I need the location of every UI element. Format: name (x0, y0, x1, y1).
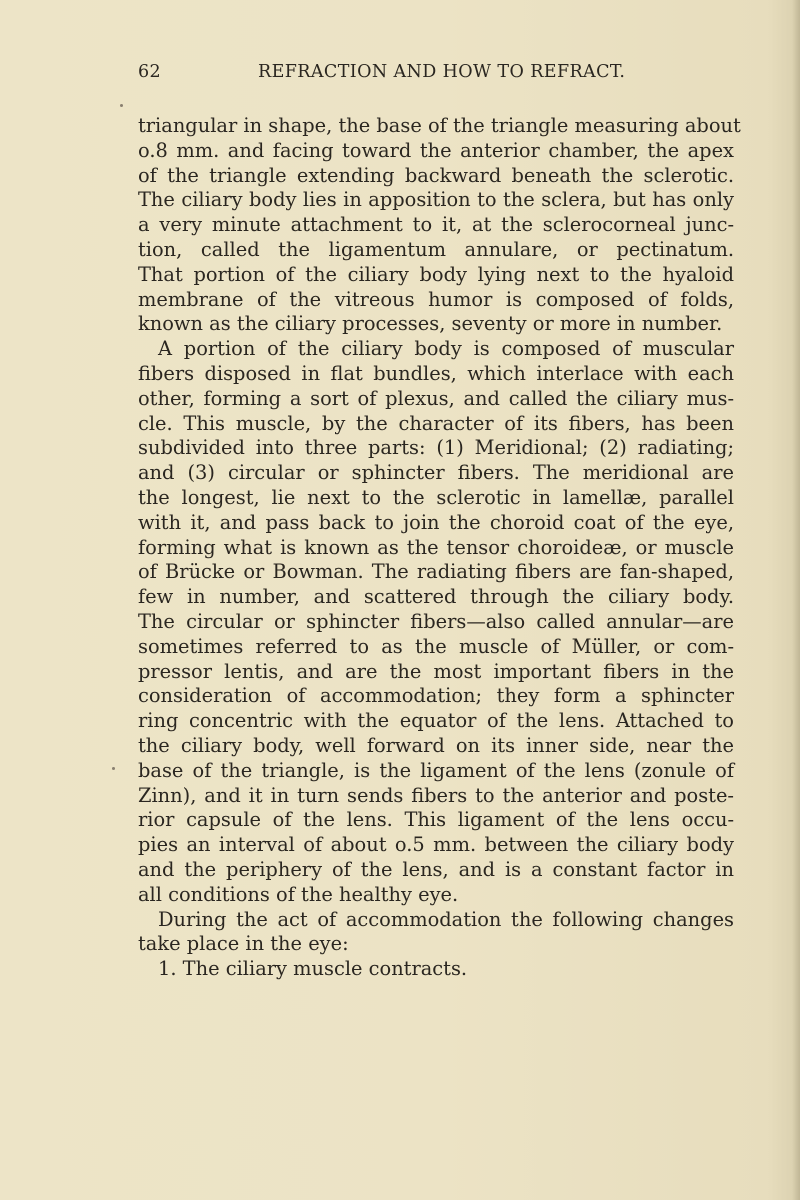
list-item: 1. The ciliary muscle contracts. (158, 957, 468, 981)
text-line: all conditions of the healthy eye. (138, 882, 459, 906)
text-line: membrane of the vitreous humor is composed of folds, (138, 287, 734, 311)
body-text (138, 114, 741, 982)
text-line: the longest, lie next to the sclerotic in lamellæ, parallel (138, 485, 734, 509)
paper-speck (112, 767, 115, 770)
text-line: The circular or sphincter fibers—also called annular—are (138, 609, 734, 633)
text-line: That portion of the ciliary body lying next to the hyaloid (138, 262, 734, 286)
text-line: subdivided into three parts: (1) Meridional; (2) radiating; (138, 436, 734, 460)
text-line: take place in the eye: (138, 932, 349, 956)
text-line: pies an interval of about o.5 mm. between the ciliary body (138, 833, 734, 857)
text-line: and the periphery of the lens, and is a constant factor in (138, 857, 734, 881)
text-line: of the triangle extending backward beneath the sclerotic. (138, 163, 734, 187)
text-line: of Brücke or Bowman. The radiating fibers are fan-shaped, (138, 560, 734, 584)
page-number: 62 (138, 62, 162, 82)
text-line: o.8 mm. and facing toward the anterior chamber, the apex (138, 138, 734, 162)
text-line: The ciliary body lies in apposition to the sclera, but has only (138, 188, 734, 212)
text-line: During the act of accommodation the following changes (158, 907, 734, 931)
page-edge-shadow (792, 0, 800, 1200)
running-title: REFRACTION AND HOW TO REFRACT. (258, 62, 626, 82)
text-line: the ciliary body, well forward on its inner side, near the (138, 733, 734, 757)
text-line: cle. This muscle, by the character of its fibers, has been (138, 411, 734, 435)
text-line: known as the ciliary processes, seventy or more in number. (138, 312, 723, 336)
text-line: few in number, and scattered through the ciliary body. (138, 585, 734, 609)
text-line: Zinn), and it in turn sends fibers to the anterior and poste- (138, 783, 734, 807)
text-line: rior capsule of the lens. This ligament of the lens occu- (138, 808, 734, 832)
text-line: fibers disposed in flat bundles, which interlace with each (138, 361, 734, 385)
text-line: forming what is known as the tensor choroideæ, or muscle (138, 535, 734, 559)
text-line: with it, and pass back to join the choroid coat of the eye, (138, 510, 734, 534)
text-line: and (3) circular or sphincter fibers. The meridional are (138, 461, 734, 485)
text-line: a very minute attachment to it, at the sclerocorneal junc- (138, 213, 734, 237)
text-line: sometimes referred to as the muscle of Müller, or com- (138, 634, 734, 658)
text-line: tion, called the ligamentum annulare, or pectinatum. (138, 237, 734, 261)
text-line: ring concentric with the equator of the lens. Attached to (138, 709, 734, 733)
text-line: other, forming a sort of plexus, and called the ciliary mus- (138, 386, 734, 410)
text-line: A portion of the ciliary body is composed of muscular (158, 337, 734, 361)
text-line: pressor lentis, and are the most important fibers in the (138, 659, 734, 683)
text-line: triangular in shape, the base of the triangle measuring about (138, 114, 741, 137)
text-line: consideration of accommodation; they form a sphincter (138, 684, 734, 708)
text-line: base of the triangle, is the ligament of the lens (zonule of (138, 758, 734, 782)
paper-speck (120, 104, 123, 107)
running-header (138, 62, 698, 92)
